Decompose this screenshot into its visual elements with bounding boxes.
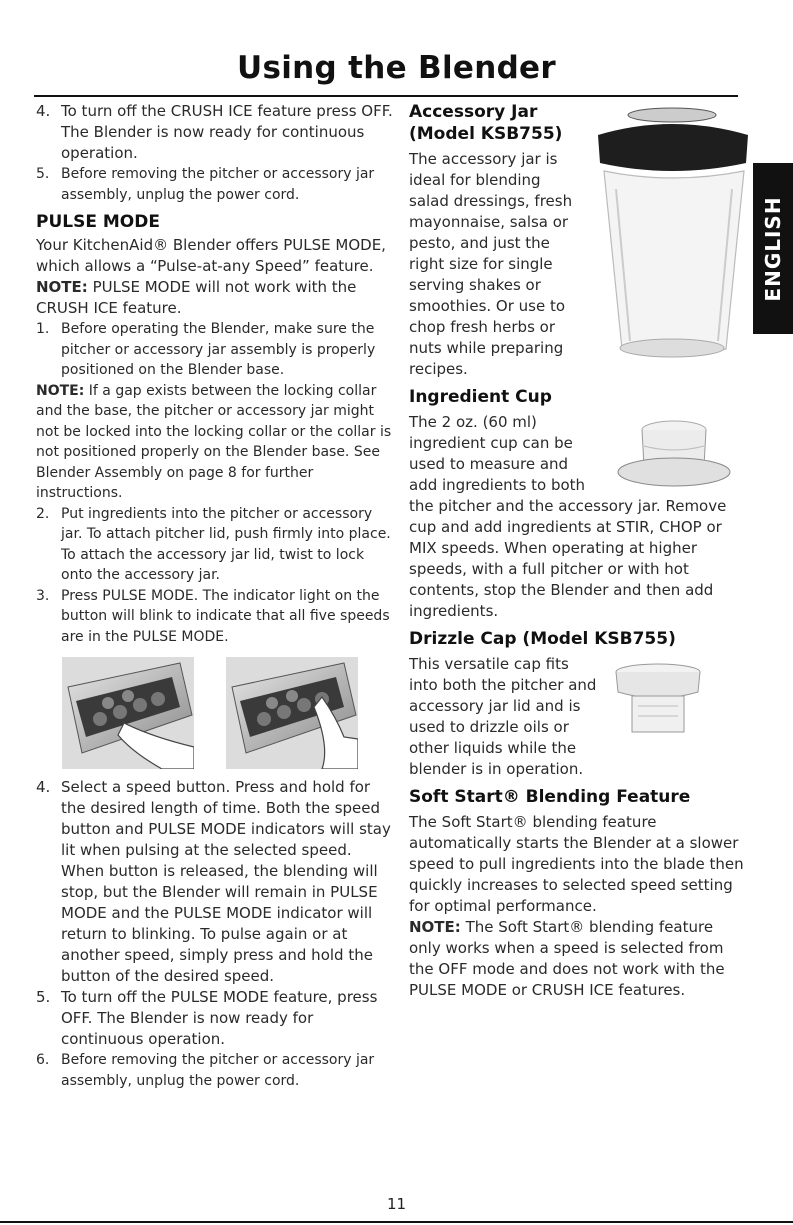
- list-number: 6.: [36, 1052, 50, 1068]
- list-item: [36, 164, 394, 205]
- list-text: Press PULSE MODE. The indicator light on the button will blink to indicate that all five speeds are in the PULSE MODE.: [61, 587, 390, 645]
- list-number: 1.: [36, 321, 50, 337]
- list-text: To turn off the PULSE MODE feature, press OFF. The Blender is now ready for continuous operation.: [61, 988, 378, 1048]
- section-heading-pulse-mode: PULSE MODE: [36, 212, 160, 232]
- note-text: If a gap exists between the locking collar and the base, the pitcher or accessory jar might not be locked into the locking collar or the collar is not positioned properly on the Blender base. See Blender Assembly on page 8 for further instructions.: [36, 382, 392, 501]
- soft-start-section: [409, 786, 744, 1001]
- note-paragraph: [36, 277, 394, 319]
- list-item: [36, 319, 394, 381]
- control-panel-hand-illustration: [62, 657, 194, 769]
- left-column: [36, 101, 394, 1091]
- ingredient-cup-section: [409, 386, 744, 622]
- drizzle-cap-illustration: [598, 660, 718, 740]
- note-paragraph: [409, 917, 744, 1001]
- list-item: [36, 987, 394, 1050]
- accessory-jar-illustration: [576, 93, 756, 363]
- note-label: NOTE:: [36, 382, 85, 399]
- drizzle-cap-text: This versatile cap fits into both the pitcher and accessory jar lid and is used to drizzle oils or other liquids while the blender is in operation.: [409, 655, 597, 778]
- list-item: [36, 1050, 394, 1091]
- accessory-jar-section: [409, 101, 744, 380]
- list-number: 4.: [36, 102, 51, 120]
- language-tab-label: ENGLISH: [761, 196, 785, 302]
- ingredient-cup-heading: Ingredient Cup: [409, 387, 552, 407]
- list-item: [36, 101, 394, 164]
- soft-start-heading: Soft Start® Blending Feature: [409, 787, 691, 807]
- drizzle-cap-heading: Drizzle Cap (Model KSB755): [409, 629, 676, 649]
- heading-line: Accessory Jar: [409, 102, 538, 122]
- ingredient-cup-text: The 2 oz. (60 ml) ingredient cup can be used to measure and add ingredients to both the pitcher and the accessory jar. Remove cup and add ingredients at STIR, CHOP or MIX speeds. When operating at higher speeds, with a full pitcher or with hot contents, stop the Blender and then add ingredients.: [409, 413, 727, 620]
- list-text: Before removing the pitcher or accessory jar assembly, unplug the power cord.: [61, 1052, 375, 1089]
- list-item: [36, 586, 394, 648]
- note-label: NOTE:: [409, 918, 461, 936]
- page-number: 11: [386, 1195, 407, 1213]
- control-panel-figures: [36, 657, 394, 769]
- ingredient-cup-illustration: [594, 416, 734, 496]
- list-text: Put ingredients into the pitcher or accessory jar. To attach pitcher lid, push firmly into place. To attach the accessory jar lid, twist to lock onto the accessory jar.: [61, 505, 391, 583]
- note-text: PULSE MODE will not work with the CRUSH ICE feature.: [36, 278, 357, 317]
- pulse-intro: Your KitchenAid® Blender offers PULSE MODE, which allows a “Pulse-at-any Speed” feature.: [36, 236, 386, 275]
- list-item: [36, 777, 394, 987]
- soft-start-text: The Soft Start® blending feature automatically starts the Blender at a slower speed to pull ingredients into the blade then quickly increases to selected speed setting for optimal performance.: [409, 813, 744, 915]
- note-label: NOTE:: [36, 278, 88, 296]
- note-text: The Soft Start® blending feature only works when a speed is selected from the OFF mode and does not work with the PULSE MODE or CRUSH ICE features.: [409, 918, 725, 999]
- list-text: Select a speed button. Press and hold for the desired length of time. Both the speed button and PULSE MODE indicators will stay lit when pulsing at the selected speed. When button is released, the blending will stop, but the Blender will remain in PULSE MODE and the PULSE MODE indicator will return to blinking. To pulse again or at another speed, simply press and hold the button of the desired speed.: [61, 778, 391, 985]
- list-number: 2.: [36, 505, 50, 522]
- list-text: Before removing the pitcher or accessory jar assembly, unplug the power cord.: [61, 166, 375, 203]
- drizzle-cap-section: [409, 628, 744, 780]
- list-number: 3.: [36, 587, 50, 604]
- bottom-rule: [0, 1221, 793, 1223]
- list-text: Before operating the Blender, make sure the pitcher or accessory jar assembly is properly positioned on the Blender base.: [61, 321, 376, 378]
- control-panel-hand-illustration: [226, 657, 358, 769]
- list-number: 5.: [36, 988, 51, 1006]
- list-number: 5.: [36, 166, 50, 182]
- accessory-jar-text: The accessory jar is ideal for blending salad dressings, fresh mayonnaise, salsa or pesto, and just the right size for single serving shakes or smoothies. Or use to chop fresh herbs or nuts while preparing recipes.: [409, 150, 573, 378]
- list-item: [36, 504, 394, 586]
- right-column: [409, 101, 744, 1001]
- list-number: 4.: [36, 778, 51, 796]
- heading-line: (Model KSB755): [409, 124, 563, 144]
- page-title: Using the Blender: [237, 50, 556, 86]
- list-text: To turn off the CRUSH ICE feature press OFF. The Blender is now ready for continuous operation.: [61, 102, 393, 162]
- language-tab: [753, 163, 793, 334]
- note-paragraph: [36, 381, 394, 504]
